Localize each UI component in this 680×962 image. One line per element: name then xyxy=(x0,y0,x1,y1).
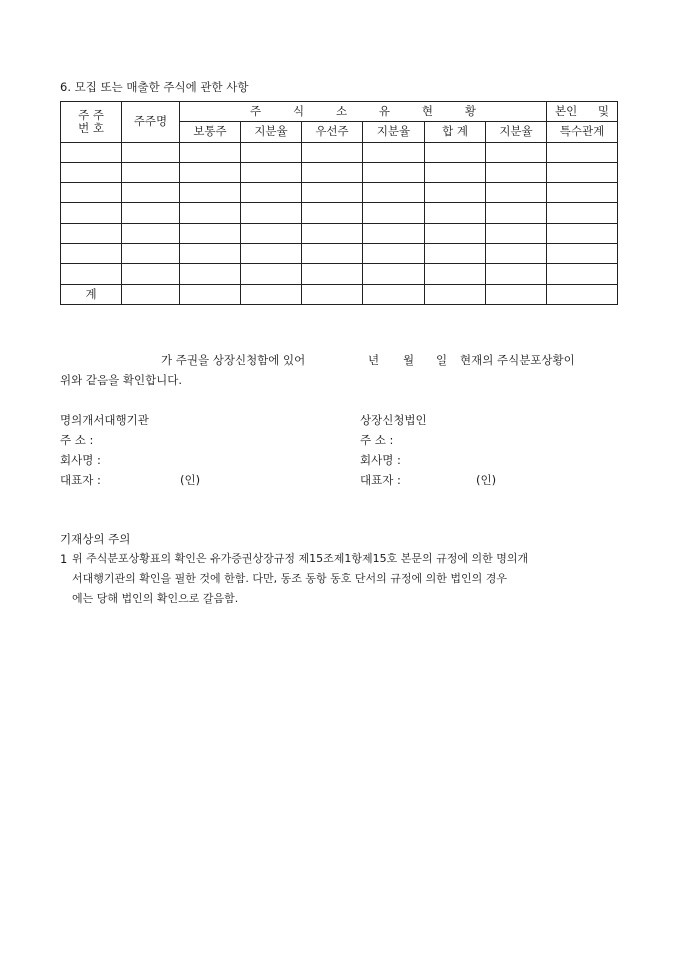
table-cell[interactable] xyxy=(547,264,618,284)
header-holdings-char: 주 xyxy=(250,104,262,119)
table-row xyxy=(61,264,618,284)
table-cell[interactable] xyxy=(363,264,425,284)
table-cell[interactable] xyxy=(241,183,302,203)
right-address-label: 주 소 : xyxy=(360,433,394,447)
table-row xyxy=(61,142,618,162)
table-row xyxy=(61,223,618,243)
table-cell[interactable] xyxy=(302,223,363,243)
table-cell[interactable] xyxy=(61,203,122,223)
table-cell[interactable] xyxy=(486,142,547,162)
table-cell[interactable] xyxy=(180,142,241,162)
table-cell[interactable] xyxy=(122,142,180,162)
confirmation-part2: 현재의 주식분포상황이 xyxy=(460,353,575,367)
right-signer-heading: 상장신청법인 xyxy=(360,413,427,427)
subheader-common-shares: 보통주 xyxy=(180,122,241,142)
table-cell[interactable] xyxy=(547,223,618,243)
table-cell[interactable] xyxy=(122,244,180,264)
table-cell[interactable] xyxy=(425,203,486,223)
note-line-1: 위 주식분포상황표의 확인은 유가증권상장규정 제15조제1항제15호 본문의 규정에 의한 명의개 xyxy=(72,552,529,565)
header-holdings-char: 유 xyxy=(378,104,391,119)
table-cell[interactable] xyxy=(302,142,363,162)
right-seal-mark: (인) xyxy=(476,473,497,487)
table-row xyxy=(61,183,618,203)
header-holdings-char: 식 xyxy=(292,104,305,119)
header-relation-word: 본인 xyxy=(555,104,578,119)
header-holdings-char: 현 xyxy=(421,104,433,119)
confirmation-year: 년 xyxy=(368,353,380,367)
header-holdings-char: 소 xyxy=(335,104,348,119)
table-cell[interactable] xyxy=(302,244,363,264)
table-cell[interactable] xyxy=(425,162,486,182)
table-cell[interactable] xyxy=(241,244,302,264)
table-cell[interactable] xyxy=(363,183,425,203)
table-cell[interactable] xyxy=(363,223,425,243)
header-relation-line2: 특수관계 xyxy=(547,122,618,142)
table-cell[interactable] xyxy=(241,203,302,223)
confirmation-part1: 가 주권을 상장신청함에 있어 xyxy=(161,353,306,367)
table-cell[interactable] xyxy=(302,162,363,182)
table-cell[interactable] xyxy=(425,142,486,162)
table-cell[interactable] xyxy=(363,162,425,182)
left-rep-label: 대표자 : xyxy=(60,473,101,487)
confirmation-day: 일 xyxy=(436,353,448,367)
table-cell[interactable] xyxy=(486,223,547,243)
table-cell[interactable] xyxy=(122,203,180,223)
header-holdings-char: 황 xyxy=(464,104,476,119)
table-cell[interactable] xyxy=(486,203,547,223)
table-cell[interactable] xyxy=(363,244,425,264)
table-cell[interactable] xyxy=(241,162,302,182)
table-cell[interactable] xyxy=(425,264,486,284)
table-cell[interactable] xyxy=(547,142,618,162)
table-cell[interactable] xyxy=(122,183,180,203)
notes-heading: 기재상의 주의 xyxy=(60,532,131,546)
note-line-3: 에는 당해 법인의 확인으로 갈음함. xyxy=(72,592,239,605)
header-shareholder-number-line1: 주 주 xyxy=(78,107,104,122)
subheader-total-ratio: 지분율 xyxy=(486,122,547,142)
confirmation-month: 월 xyxy=(403,353,415,367)
table-cell[interactable] xyxy=(180,183,241,203)
left-signer-heading: 명의개서대행기관 xyxy=(60,413,149,427)
right-company-label: 회사명 : xyxy=(360,453,401,467)
table-cell[interactable] xyxy=(122,284,180,304)
table-cell[interactable] xyxy=(241,264,302,284)
table-row xyxy=(61,244,618,264)
subheader-preferred-shares: 우선주 xyxy=(302,122,363,142)
header-share-holdings xyxy=(180,102,547,122)
table-cell[interactable] xyxy=(302,284,363,304)
table-cell[interactable] xyxy=(425,223,486,243)
table-cell[interactable] xyxy=(486,264,547,284)
header-shareholder-name: 주주명 xyxy=(122,102,180,143)
left-address-label: 주 소 : xyxy=(60,433,94,447)
header-relation-word: 및 xyxy=(597,104,609,119)
header-shareholder-number-line2: 번 호 xyxy=(78,120,104,135)
table-cell[interactable] xyxy=(425,244,486,264)
table-cell[interactable] xyxy=(61,244,122,264)
table-cell[interactable] xyxy=(547,284,618,304)
section-title: 6. 모집 또는 매출한 주식에 관한 사항 xyxy=(60,80,249,94)
table-cell[interactable] xyxy=(547,244,618,264)
right-rep-label: 대표자 : xyxy=(360,473,401,487)
table-cell[interactable] xyxy=(241,284,302,304)
left-company-label: 회사명 : xyxy=(60,453,101,467)
table-cell[interactable] xyxy=(425,183,486,203)
note-item-number: 1 xyxy=(60,552,68,566)
table-cell[interactable] xyxy=(180,264,241,284)
table-cell[interactable] xyxy=(61,264,122,284)
table-cell[interactable] xyxy=(122,223,180,243)
note-line-2: 서대행기관의 확인을 필한 것에 한함. 다만, 동조 동항 동호 단서의 규정에 의한 법인의 경우 xyxy=(72,572,507,585)
header-relation-line1 xyxy=(547,102,618,122)
table-cell[interactable] xyxy=(180,203,241,223)
total-row xyxy=(61,284,618,304)
table-cell[interactable] xyxy=(122,264,180,284)
table-cell[interactable] xyxy=(547,183,618,203)
table-cell[interactable] xyxy=(241,142,302,162)
subheader-common-ratio: 지분율 xyxy=(241,122,302,142)
table-cell[interactable] xyxy=(302,264,363,284)
total-label: 계 xyxy=(61,284,122,304)
table-cell[interactable] xyxy=(180,244,241,264)
table-cell[interactable] xyxy=(547,162,618,182)
left-seal-mark: (인) xyxy=(180,473,201,487)
table-row xyxy=(61,203,618,223)
shareholding-table xyxy=(60,101,618,305)
header-shareholder-number xyxy=(61,102,122,143)
table-cell[interactable] xyxy=(547,203,618,223)
table-cell[interactable] xyxy=(486,284,547,304)
subheader-total: 합 계 xyxy=(425,122,486,142)
table-cell[interactable] xyxy=(241,223,302,243)
subheader-preferred-ratio: 지분율 xyxy=(363,122,425,142)
table-cell[interactable] xyxy=(180,284,241,304)
table-row xyxy=(61,162,618,182)
table-cell[interactable] xyxy=(302,203,363,223)
table-cell[interactable] xyxy=(61,162,122,182)
table-cell[interactable] xyxy=(363,203,425,223)
table-cell[interactable] xyxy=(425,284,486,304)
table-cell[interactable] xyxy=(486,244,547,264)
table-cell[interactable] xyxy=(61,142,122,162)
table-cell[interactable] xyxy=(180,162,241,182)
table-cell[interactable] xyxy=(122,162,180,182)
table-cell[interactable] xyxy=(486,183,547,203)
table-cell[interactable] xyxy=(486,162,547,182)
table-cell[interactable] xyxy=(61,183,122,203)
table-cell[interactable] xyxy=(363,284,425,304)
table-cell[interactable] xyxy=(302,183,363,203)
table-cell[interactable] xyxy=(61,223,122,243)
table-cell[interactable] xyxy=(363,142,425,162)
confirmation-line2: 위와 같음을 확인합니다. xyxy=(60,373,183,387)
table-cell[interactable] xyxy=(180,223,241,243)
